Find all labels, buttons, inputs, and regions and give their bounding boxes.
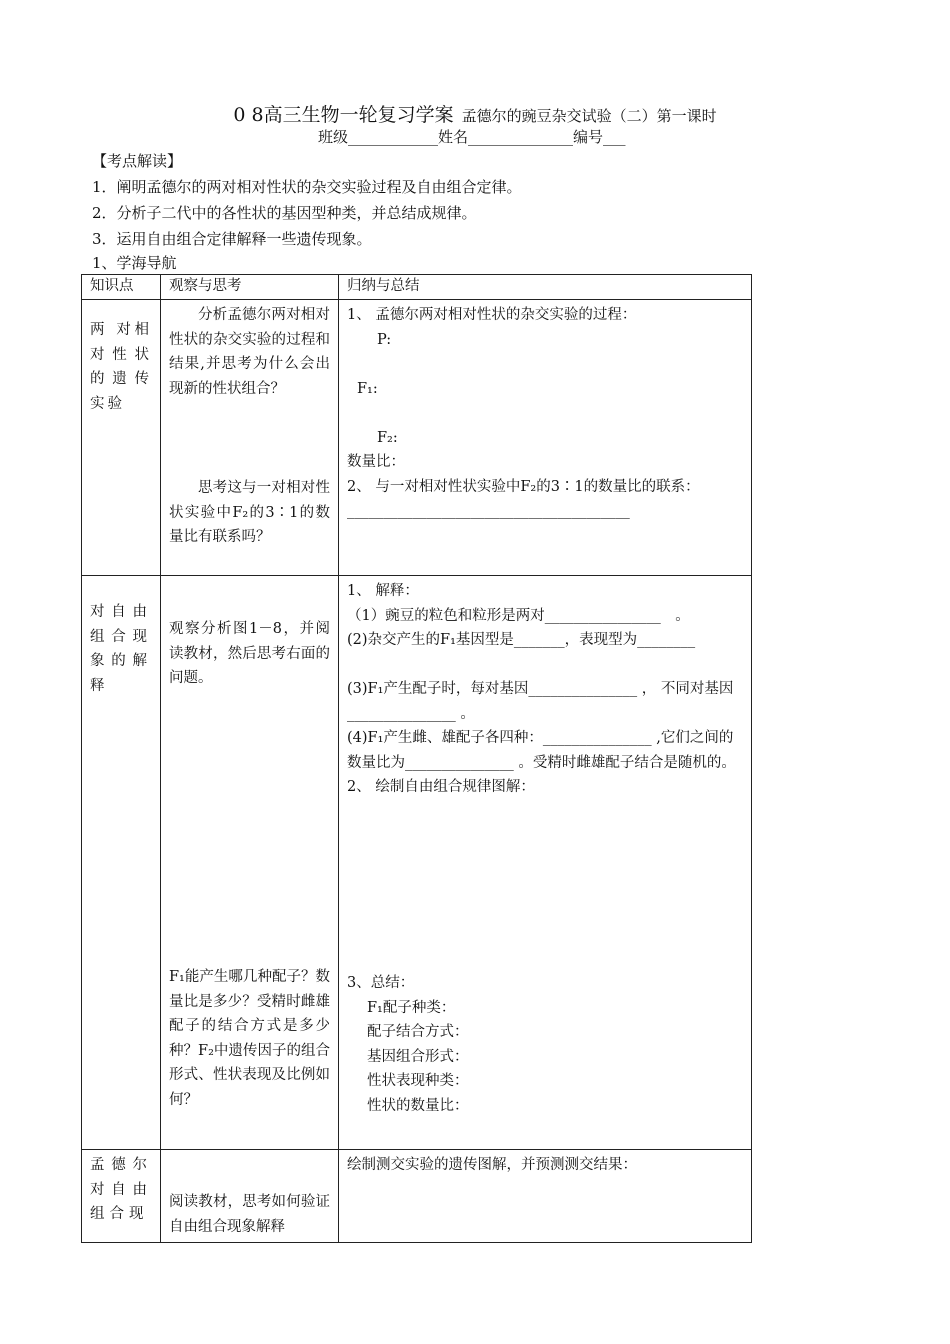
summary-line: F₁配子种类： (367, 999, 456, 1016)
summary-line: 配子结合方式： (367, 1024, 469, 1040)
objective-2: 2．分析子二代中的各性状的基因型种类，并总结成规律。 (92, 204, 477, 222)
topic-cell: 两 对相对性状的遗传实验 (82, 300, 161, 576)
topic-cell: 孟德尔对自由组合现 (82, 1150, 161, 1243)
summary-line: _______________________________________ (347, 503, 630, 519)
header-cell-summary: 归纳与总结 (339, 275, 752, 300)
summary-line: F₁: (357, 380, 378, 397)
summary-line: 1、 解释： (347, 583, 419, 599)
header-cell-think: 观察与思考 (161, 275, 339, 300)
think-cell: 阅读教材，思考如何验证自由组合现象解释 (161, 1150, 339, 1243)
think-cell (161, 576, 339, 1150)
summary-line: F₂: (377, 429, 398, 446)
section-heading: 【考点解读】 (92, 152, 183, 170)
summary-line: 数量比： (347, 454, 405, 470)
summary-line: 3、总结： (347, 975, 415, 991)
topic-cell: 对自由组合现象的解释 (82, 576, 161, 1150)
objective-3: 3．运用自由组合定律解释一些遗传现象。 (92, 230, 372, 248)
summary-line: 2、 与一对相对性状实验中F₂的3∶1的数量比的联系： (347, 478, 700, 495)
summary-line: 性状表现种类： (367, 1073, 469, 1089)
table-row (82, 576, 752, 1150)
sub-title: 孟德尔的豌豆杂交试验（二）第一课时 (461, 107, 717, 125)
think-text-a: 分析孟德尔两对相对性状的杂交实验的过程和结果,并思考为什么会出现新的性状组合？ (169, 307, 330, 397)
summary-cell (339, 576, 752, 1150)
summary-cell (339, 300, 752, 576)
study-table (81, 274, 752, 1243)
header-cell-topic: 知识点 (82, 275, 161, 300)
document-title (0, 100, 950, 127)
summary-line: (2)杂交产生的F₁基因型是_______，表现型为________ (347, 632, 696, 648)
summary-cell: 绘制测交实验的遗传图解，并预测测交结果： (339, 1150, 752, 1243)
think-text-b: F₁能产生哪几种配子？数量比是多少？受精时雌雄配子的结合方式是多少种？F₂中遗传因子的组合形式、性状表现及比例如何？ (169, 969, 330, 1108)
summary-line: (3)F₁产生配子时，每对基因_______________ ， 不同对基因_______________ 。 (347, 681, 734, 722)
summary-line: 2、 绘制自由组合规律图解： (347, 779, 535, 795)
summary-line: P: (377, 331, 392, 348)
summary-line: 基因组合形式： (367, 1048, 469, 1065)
nav-heading: 1、学海导航 (92, 254, 177, 272)
table-row (82, 300, 752, 576)
student-info-line: 班级____________姓名______________编号___ (318, 128, 626, 146)
summary-line: 1、 孟德尔两对相对性状的杂交实验的过程： (347, 307, 637, 323)
summary-line: (4)F₁产生雌、雄配子各四种：_______________ ,它们之间的数量比为_______________ 。受精时雌雄配子结合是随机的。 (347, 730, 736, 771)
summary-line: （1）豌豆的粒色和粒形是两对________________ 。 (347, 607, 690, 624)
think-cell (161, 300, 339, 576)
summary-line: 性状的数量比： (367, 1097, 469, 1114)
think-text-a: 观察分析图1－8，并阅读教材，然后思考右面的问题。 (169, 621, 330, 686)
main-title: 0 8高三生物一轮复习学案 (233, 104, 454, 126)
table-row (82, 1150, 752, 1243)
table-header-row (82, 275, 752, 300)
objective-1: 1．阐明孟德尔的两对相对性状的杂交实验过程及自由组合定律。 (92, 178, 522, 196)
think-text-b: 思考这与一对相对性状实验中F₂的3∶1的数量比有联系吗？ (169, 480, 330, 545)
